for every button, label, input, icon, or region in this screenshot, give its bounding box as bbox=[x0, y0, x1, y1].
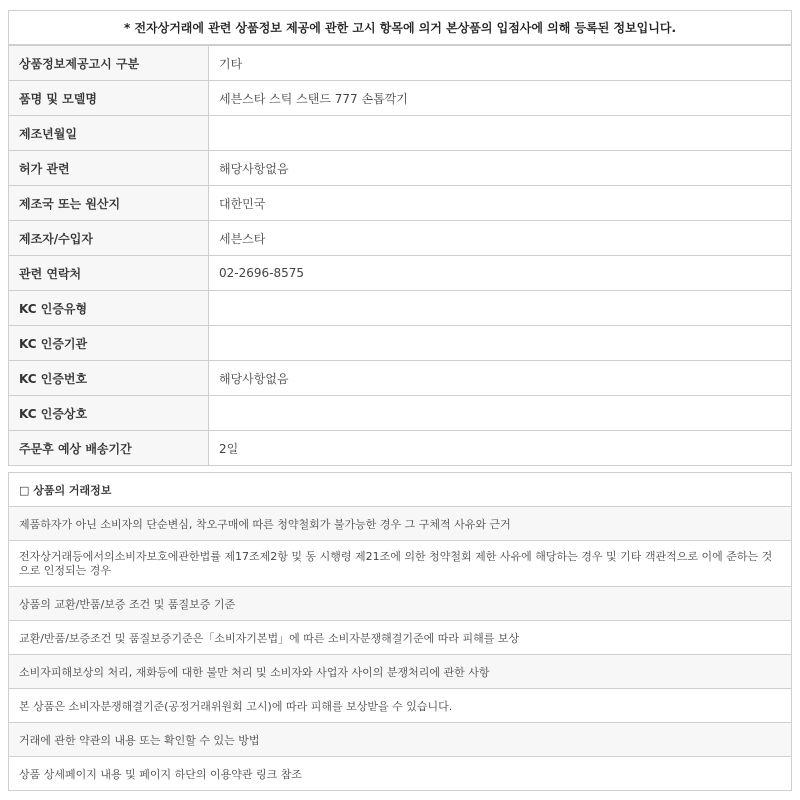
spec-value: 대한민국 bbox=[209, 186, 792, 221]
spec-label: 상품정보제공고시 구분 bbox=[9, 46, 209, 81]
spec-label: 허가 관련 bbox=[9, 151, 209, 186]
spec-value: 2일 bbox=[209, 431, 792, 466]
spec-label: KC 인증기관 bbox=[9, 326, 209, 361]
trade-answer: 교환/반품/보증조건 및 품질보증기준은「소비자기본법」에 따른 소비자분쟁해결기준에 따라 피해를 보상 bbox=[9, 621, 792, 655]
spec-label: 관련 연락처 bbox=[9, 256, 209, 291]
spec-table bbox=[8, 45, 792, 466]
trade-info-title: □ 상품의 거래정보 bbox=[9, 473, 792, 507]
trade-answer: 전자상거래등에서의소비자보호에관한법률 제17조제2항 및 동 시행령 제21조에 의한 청약철회 제한 사유에 해당하는 경우 및 기타 객관적으로 이에 준하는 것으로 인정되는 경우 bbox=[9, 541, 792, 587]
spec-row bbox=[9, 326, 792, 361]
spec-row bbox=[9, 256, 792, 291]
spec-value bbox=[209, 116, 792, 151]
spec-value: 세븐스타 스틱 스탠드 777 손톱깍기 bbox=[209, 81, 792, 116]
trade-question: 제품하자가 아닌 소비자의 단순변심, 착오구매에 따른 청약철회가 불가능한 경우 그 구체적 사유와 근거 bbox=[9, 507, 792, 541]
spec-label: 품명 및 모델명 bbox=[9, 81, 209, 116]
notice-table bbox=[8, 10, 792, 45]
spec-label: 제조자/수입자 bbox=[9, 221, 209, 256]
spec-row bbox=[9, 81, 792, 116]
spec-label: KC 인증상호 bbox=[9, 396, 209, 431]
trade-question: 상품의 교환/반품/보증 조건 및 품질보증 기준 bbox=[9, 587, 792, 621]
spec-row bbox=[9, 291, 792, 326]
spec-value bbox=[209, 326, 792, 361]
trade-answer: 본 상품은 소비자분쟁해결기준(공정거래위원회 고시)에 따라 피해를 보상받을 수 있습니다. bbox=[9, 689, 792, 723]
spec-value: 해당사항없음 bbox=[209, 151, 792, 186]
spec-row bbox=[9, 361, 792, 396]
spec-value bbox=[209, 396, 792, 431]
trade-info-table bbox=[8, 472, 792, 791]
spec-label: 제조년월일 bbox=[9, 116, 209, 151]
spec-row bbox=[9, 186, 792, 221]
trade-question: 소비자피해보상의 처리, 재화등에 대한 불만 처리 및 소비자와 사업자 사이의 분쟁처리에 관한 사항 bbox=[9, 655, 792, 689]
spec-row bbox=[9, 46, 792, 81]
spec-row bbox=[9, 116, 792, 151]
spec-value: 02-2696-8575 bbox=[209, 256, 792, 291]
spec-value: 세븐스타 bbox=[209, 221, 792, 256]
spec-row bbox=[9, 431, 792, 466]
trade-answer: 상품 상세페이지 내용 및 페이지 하단의 이용약관 링크 참조 bbox=[9, 757, 792, 791]
spec-value: 기타 bbox=[209, 46, 792, 81]
notice-text: * 전자상거래에 관련 상품정보 제공에 관한 고시 항목에 의거 본상품의 입점사에 의해 등록된 정보입니다. bbox=[9, 11, 792, 45]
spec-label: KC 인증유형 bbox=[9, 291, 209, 326]
spec-label: KC 인증번호 bbox=[9, 361, 209, 396]
spec-row bbox=[9, 151, 792, 186]
product-info-notice bbox=[8, 10, 792, 791]
trade-question: 거래에 관한 약관의 내용 또는 확인할 수 있는 방법 bbox=[9, 723, 792, 757]
spec-label: 제조국 또는 원산지 bbox=[9, 186, 209, 221]
spec-label: 주문후 예상 배송기간 bbox=[9, 431, 209, 466]
spec-value bbox=[209, 291, 792, 326]
spec-row bbox=[9, 396, 792, 431]
spec-value: 해당사항없음 bbox=[209, 361, 792, 396]
spec-row bbox=[9, 221, 792, 256]
